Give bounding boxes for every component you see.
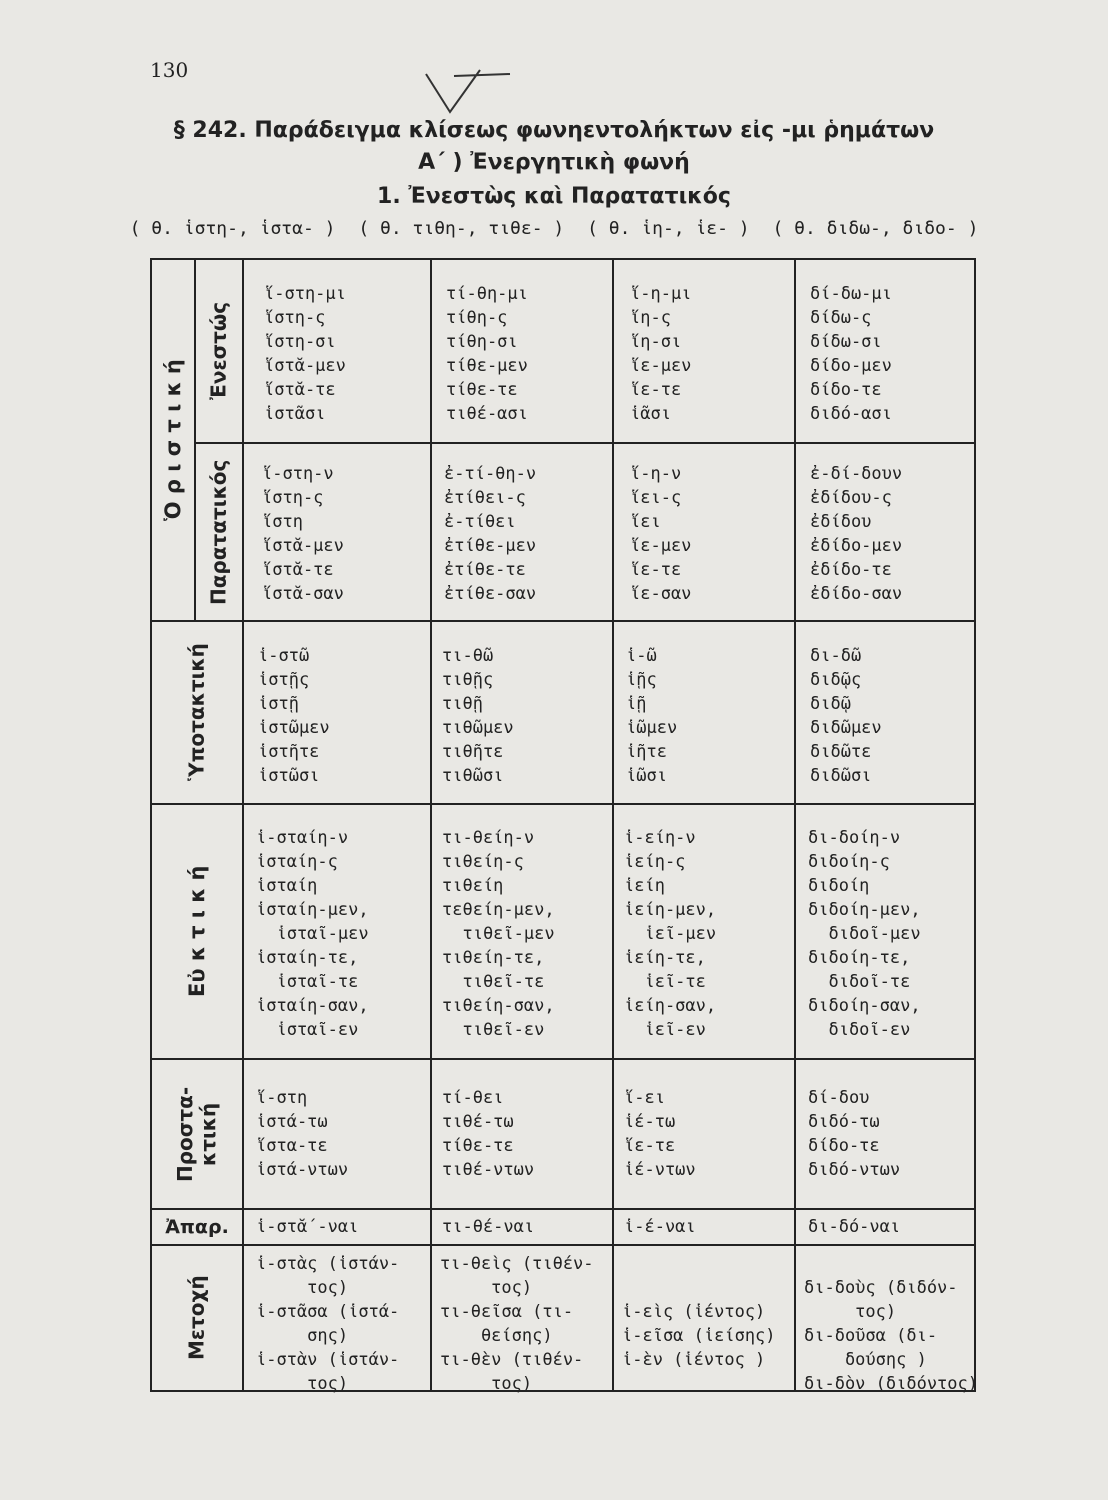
divider [194, 442, 974, 444]
cell-metochi-hiemi: ἱ-εὶς (ἱέντος) ἱ-εῖσα (ἱείσης) ἱ-ὲν (ἱέντος ) [622, 1302, 776, 1370]
theme-istemi: ( θ. ἱστη-, ἱστα- ) [129, 218, 336, 239]
theme-hiemi: ( θ. ἱη-, ἱε- ) [587, 218, 750, 239]
cell-enestos-istemi: ἵ-στη-μι ἵστη-ς ἵστη-σι ἵστᾰ-μεν ἵστᾰ-τε ἱστᾶσι [264, 284, 346, 424]
tense-title: 1. Ἐνεστὼς καὶ Παρατατικός [377, 184, 731, 209]
check-mark-icon [424, 68, 514, 120]
theme-didomi: ( θ. διδω-, διδο- ) [772, 218, 979, 239]
cell-prostaktiki-istemi: ἵ-στη ἱστά-τω ἵστα-τε ἱστά-ντων [256, 1088, 349, 1180]
cell-prostaktiki-didomi: δί-δου διδό-τω δίδο-τε διδό-ντων [808, 1088, 901, 1180]
cell-efktiki-didomi: δι-δοίη-ν διδοίη-ς διδοίη διδοίη-μεν, διδοῖ-μεν διδοίη-τε, διδοῖ-τε διδοίη-σαν, διδοῖ-εν [808, 828, 921, 1040]
cell-ypotaktiki-hiemi: ἱ-ῶ ἱῇς ἱῇ ἱῶμεν ἱῆτε ἱῶσι [626, 646, 678, 786]
divider [612, 260, 614, 1390]
cell-aparemfato-istemi: ἱ-στᾰ΄-ναι [256, 1217, 359, 1237]
voice-subtitle: Α΄ ) Ἐνεργητικὴ φωνή [418, 150, 690, 175]
cell-ypotaktiki-tithemi: τι-θῶ τιθῇς τιθῇ τιθῶμεν τιθῆτε τιθῶσι [442, 646, 514, 786]
cell-aparemfato-tithemi: τι-θέ-ναι [442, 1217, 535, 1237]
themes-line [0, 218, 1108, 239]
mood-label-prostaktiki: Προστα- κτική [173, 1086, 220, 1182]
cell-efktiki-tithemi: τι-θείη-ν τιθείη-ς τιθείη τεθείη-μεν, τιθεῖ-μεν τιθείη-τε, τιθεῖ-τε τιθείη-σαν, τιθεῖ-εν [442, 828, 555, 1040]
cell-efktiki-hiemi: ἱ-είη-ν ἱείη-ς ἱείη ἱείη-μεν, ἱεῖ-μεν ἱείη-τε, ἱεῖ-τε ἱείη-σαν, ἱεῖ-εν [624, 828, 717, 1040]
mood-label-ypotaktiki: Ὑποτακτική [184, 643, 209, 782]
cell-paratatikos-didomi: ἐ-δί-δουν ἐδίδου-ς ἐδίδου ἐδίδο-μεν ἐδίδο-τε ἐδίδο-σαν [810, 464, 903, 604]
conjugation-table [150, 258, 976, 1392]
divider [242, 620, 244, 1390]
section-title: § 242. Παράδειγμα κλίσεως φωνηεντολήκτων εἰς -μι ῥημάτων [173, 118, 935, 143]
divider [152, 620, 974, 622]
cell-aparemfato-didomi: δι-δό-ναι [808, 1217, 901, 1237]
cell-enestos-tithemi: τί-θη-μι τίθη-ς τίθη-σι τίθε-μεν τίθε-τε τιθέ-ασι [446, 284, 528, 424]
cell-paratatikos-hiemi: ἵ-η-ν ἵει-ς ἵει ἵε-μεν ἵε-τε ἵε-σαν [630, 464, 692, 604]
cell-efktiki-istemi: ἱ-σταίη-ν ἱσταίη-ς ἱσταίη ἱσταίη-μεν, ἱσταῖ-μεν ἱσταίη-τε, ἱσταῖ-τε ἱσταίη-σαν, ἱσταῖ-εν [256, 828, 369, 1040]
cell-enestos-didomi: δί-δω-μι δίδω-ς δίδω-σι δίδο-μεν δίδο-τε διδό-ασι [810, 284, 892, 424]
cell-aparemfato-hiemi: ἱ-έ-ναι [624, 1217, 696, 1237]
theme-tithemi: ( θ. τιθη-, τιθε- ) [358, 218, 565, 239]
cell-prostaktiki-hiemi: ἵ-ει ἱέ-τω ἵε-τε ἱέ-ντων [624, 1088, 696, 1180]
tense-label-paratatikos: Παρατατικός [206, 459, 231, 605]
cell-metochi-istemi: ἱ-στὰς (ἱστάν- τος) ἱ-στᾶσα (ἱστά- σης) ἱ-στὰν (ἱστάν- τος) [256, 1254, 400, 1394]
tense-label-enestos: Ἐνεστώς [206, 301, 231, 401]
divider [794, 260, 796, 1390]
cell-prostaktiki-tithemi: τί-θει τιθέ-τω τίθε-τε τιθέ-ντων [442, 1088, 535, 1180]
mood-label-aparemfato: Ἀπαρ. [165, 1216, 229, 1238]
cell-ypotaktiki-istemi: ἱ-στῶ ἱστῇς ἱστῇ ἱστῶμεν ἱστῆτε ἱστῶσι [258, 646, 330, 786]
mood-label-oristiki: Ὁ ρ ι σ τ ι κ ή [160, 359, 185, 521]
cell-metochi-tithemi: τι-θεὶς (τιθέν- τος) τι-θεῖσα (τι- θείσης) τι-θὲν (τιθέν- τος) [440, 1254, 594, 1394]
cell-ypotaktiki-didomi: δι-δῶ διδῷς διδῷ διδῶμεν διδῶτε διδῶσι [810, 646, 882, 786]
divider [430, 260, 432, 1390]
cell-paratatikos-istemi: ἵ-στη-ν ἵστη-ς ἵστη ἵστᾰ-μεν ἵστᾰ-τε ἵστᾰ-σαν [262, 464, 344, 604]
cell-metochi-didomi: δι-δοὺς (διδόν- τος) δι-δοῦσα (δι- δούσης ) δι-δὸν (διδόντος) [804, 1278, 978, 1394]
cell-enestos-hiemi: ἵ-η-μι ἵη-ς ἵη-σι ἵε-μεν ἵε-τε ἱᾶσι [630, 284, 692, 424]
page-number: 130 [150, 58, 189, 82]
divider [152, 1244, 974, 1246]
mood-label-efktiki: Εὐ κ τ ι κ ή [184, 865, 209, 998]
mood-label-metochi: Μετοχή [184, 1275, 209, 1361]
divider [242, 260, 244, 620]
divider [152, 803, 974, 805]
cell-paratatikos-tithemi: ἐ-τί-θη-ν ἐτίθει-ς ἐ-τίθει ἐτίθε-μεν ἐτίθε-τε ἐτίθε-σαν [444, 464, 537, 604]
divider [152, 1058, 974, 1060]
divider [152, 1208, 974, 1210]
